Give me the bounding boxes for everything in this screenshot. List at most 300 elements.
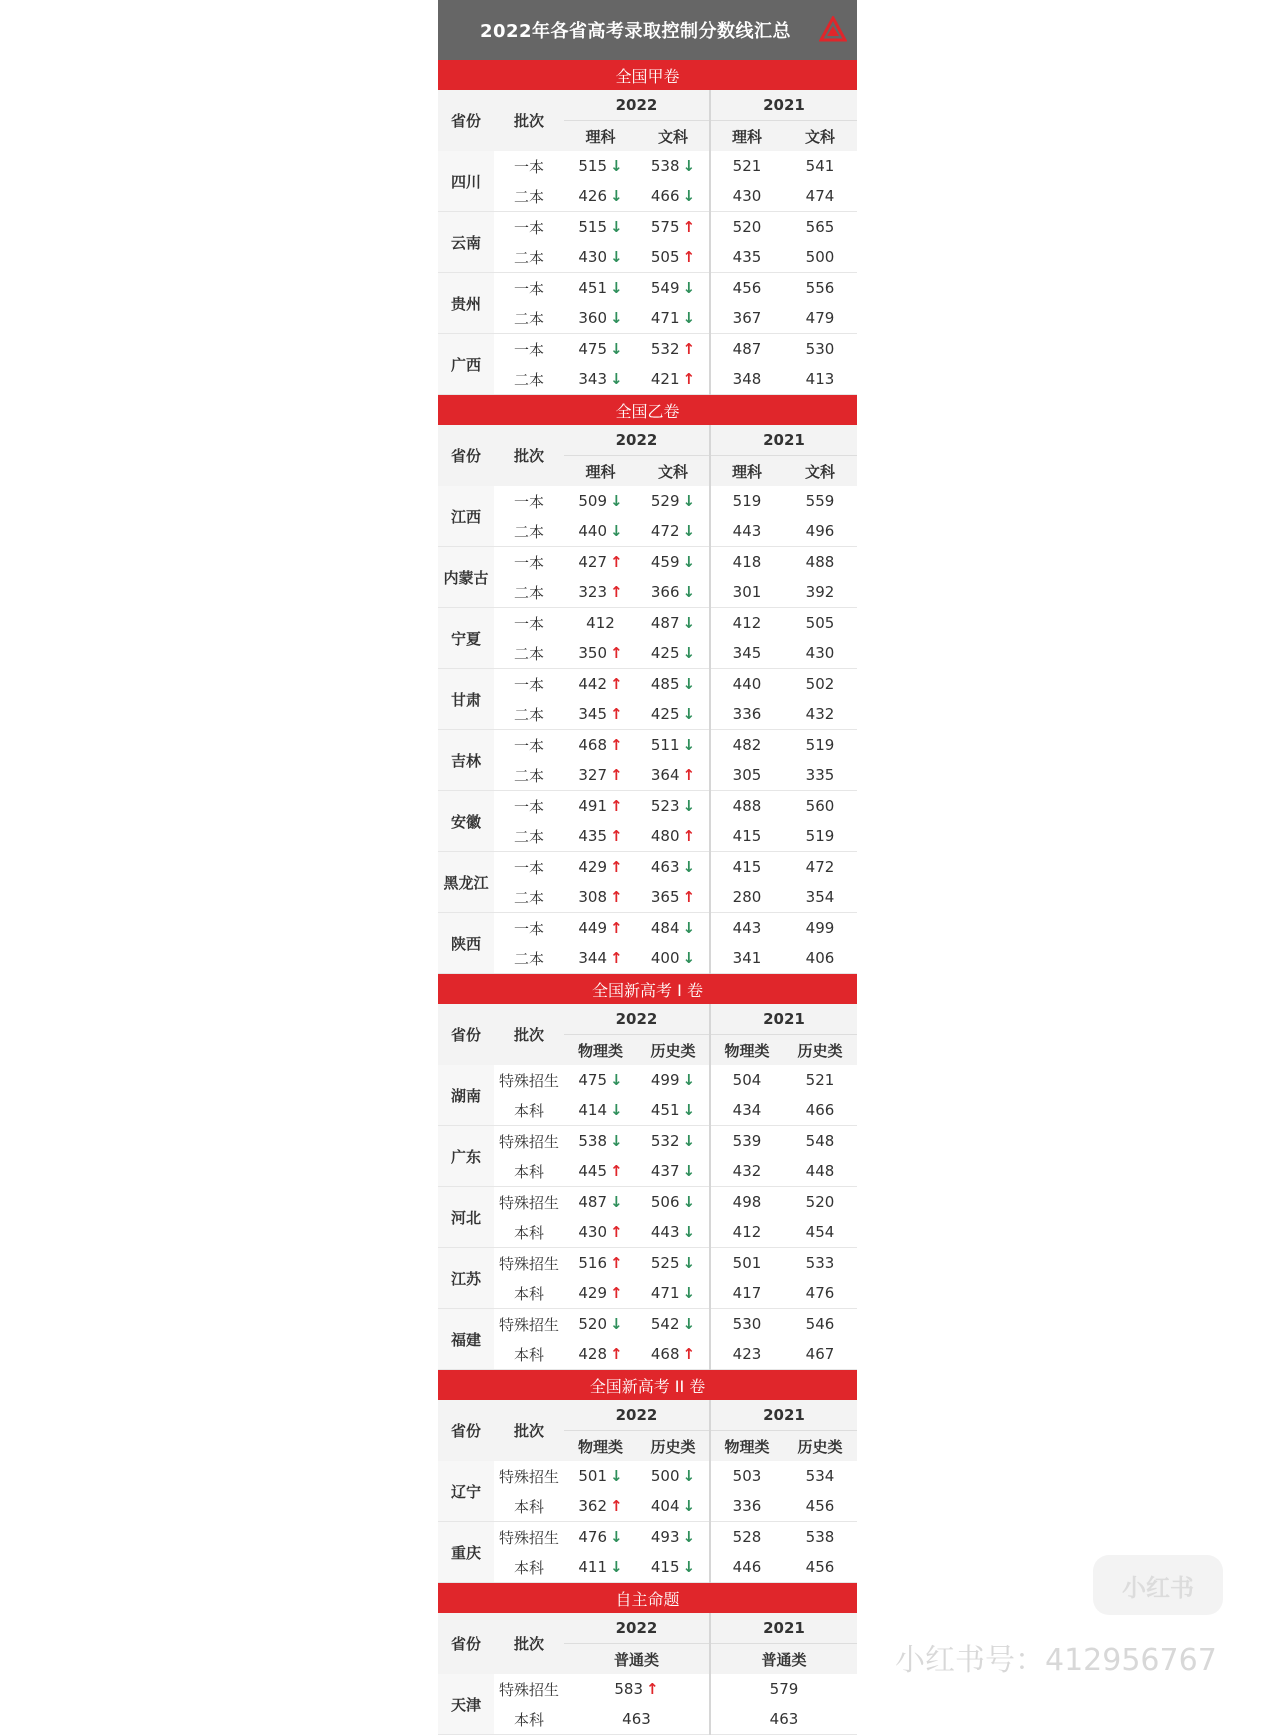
- score-value: 463: [622, 1710, 651, 1728]
- batch-label: 二本: [494, 364, 564, 395]
- header-province: 省份: [438, 1613, 494, 1674]
- batch-label: 一本: [513, 675, 544, 694]
- score-value: 466: [650, 187, 680, 205]
- header-subject: 普通类: [710, 1644, 857, 1675]
- batch-label: 本科: [494, 1217, 564, 1248]
- arrow-up-icon: ↑: [610, 827, 623, 845]
- score-2022: [564, 760, 637, 791]
- score-2021: 435: [710, 242, 783, 273]
- arrow-up-icon: ↑: [610, 583, 623, 601]
- section-header: 自主命题: [438, 1583, 857, 1613]
- header-subject: 历史类: [783, 1035, 857, 1066]
- arrow-up-icon: ↑: [682, 218, 696, 236]
- score-2022: [564, 151, 637, 181]
- score-2022: [564, 1217, 637, 1248]
- batch-label: 本科: [494, 1552, 564, 1583]
- arrow-up-icon: ↑: [682, 248, 696, 266]
- batch-label: 本科: [494, 1278, 564, 1309]
- batch-label: 一本: [513, 614, 544, 633]
- score-value: 468: [578, 736, 608, 754]
- score-2022: [564, 699, 637, 730]
- arrow-down-icon: ↓: [610, 370, 623, 388]
- score-value: 491: [578, 797, 608, 815]
- table-row: [438, 852, 857, 883]
- header-subject: 文科: [637, 456, 710, 487]
- province-name: 江西: [438, 486, 494, 547]
- arrow-up-icon: ↑: [682, 827, 696, 845]
- score-2022: [564, 242, 637, 273]
- header-batch: 批次: [494, 1004, 564, 1065]
- header-year-2021: 2021: [710, 1400, 857, 1431]
- score-2022: [564, 1248, 637, 1279]
- watermark-brand: 小红书: [1093, 1555, 1223, 1615]
- table-row: [438, 181, 857, 212]
- score-2021: 367: [710, 303, 783, 334]
- score-value: 459: [650, 553, 680, 571]
- score-2021: 503: [710, 1461, 783, 1491]
- score-value: 362: [578, 1497, 608, 1515]
- score-2022: [637, 913, 710, 944]
- table-row: [438, 151, 857, 181]
- score-2022: [637, 730, 710, 761]
- header-province: 省份: [438, 1004, 494, 1065]
- arrow-down-icon: ↓: [682, 309, 696, 327]
- score-2021: 498: [710, 1187, 783, 1218]
- score-2021: 496: [783, 516, 857, 547]
- batch-label: 本科: [494, 1339, 564, 1370]
- header-year-2022: 2022: [564, 425, 710, 456]
- arrow-down-icon: ↓: [682, 919, 696, 937]
- batch-label: 特殊招生: [498, 1132, 559, 1151]
- score-value: 429: [578, 858, 608, 876]
- score-2022: [637, 486, 710, 516]
- score-2021: 354: [783, 882, 857, 913]
- score-2022: [637, 1278, 710, 1309]
- score-2022: [637, 334, 710, 365]
- score-2021: 440: [710, 669, 783, 700]
- score-2022: [637, 151, 710, 181]
- score-2022: [564, 943, 637, 974]
- score-2021: 520: [710, 212, 783, 243]
- table-row: [438, 821, 857, 852]
- score-2022: [564, 1156, 637, 1187]
- arrow-down-icon: ↓: [610, 1558, 623, 1576]
- score-2022: [564, 791, 637, 822]
- score-2022: [564, 486, 637, 516]
- table-row: [438, 1126, 857, 1157]
- province-name: 吉林: [438, 730, 494, 791]
- score-value: 549: [650, 279, 680, 297]
- table-row: [438, 1704, 857, 1735]
- arrow-down-icon: ↓: [682, 949, 696, 967]
- arrow-down-icon: ↓: [610, 1101, 623, 1119]
- header-subject: 文科: [637, 121, 710, 152]
- score-2022: [637, 273, 710, 304]
- sections-container: [438, 60, 857, 1735]
- province-name: 江苏: [438, 1248, 494, 1309]
- arrow-down-icon: ↓: [682, 644, 696, 662]
- score-2022: [637, 1491, 710, 1522]
- batch-label: 二本: [494, 821, 564, 852]
- score-2022: [564, 608, 637, 639]
- score-value: 451: [650, 1101, 680, 1119]
- score-2022: [637, 242, 710, 273]
- header-year-2021: 2021: [710, 1613, 857, 1644]
- table-row: [438, 1461, 857, 1491]
- arrow-down-icon: ↓: [682, 1162, 696, 1180]
- province-name: 贵州: [438, 273, 494, 334]
- score-value: 501: [578, 1467, 608, 1485]
- table-row: [438, 943, 857, 974]
- province-name: 黑龙江: [438, 852, 494, 913]
- arrow-down-icon: ↓: [682, 614, 696, 632]
- score-value: 360: [578, 309, 608, 327]
- score-value: 500: [650, 1467, 680, 1485]
- score-value: 426: [578, 187, 608, 205]
- table-row: [438, 730, 857, 761]
- header-subject: 物理类: [710, 1431, 783, 1462]
- batch-label: 特殊招生: [498, 1315, 559, 1334]
- batch-label: 二本: [494, 516, 564, 547]
- table-row: [438, 212, 857, 243]
- header-year-2021: 2021: [710, 1004, 857, 1035]
- arrow-down-icon: ↓: [682, 492, 696, 510]
- header-batch: 批次: [494, 1613, 564, 1674]
- batch-label: 特殊招生: [498, 1680, 559, 1699]
- score-2021: 415: [710, 821, 783, 852]
- score-2021: 448: [783, 1156, 857, 1187]
- score-2021: 412: [710, 608, 783, 639]
- arrow-down-icon: ↓: [610, 309, 623, 327]
- header-subject: 物理类: [710, 1035, 783, 1066]
- batch-label: 特殊招生: [498, 1193, 559, 1212]
- score-value: 480: [650, 827, 680, 845]
- table-row: [438, 486, 857, 516]
- province-name: 四川: [438, 151, 494, 212]
- score-2021: 556: [805, 279, 835, 297]
- table-row: [438, 547, 857, 578]
- batch-label: 特殊招生: [498, 1528, 559, 1547]
- score-2021: 345: [710, 638, 783, 669]
- arrow-down-icon: ↓: [682, 1558, 696, 1576]
- score-2022: [564, 1461, 637, 1491]
- table-row: [438, 699, 857, 730]
- score-value: 345: [578, 705, 608, 723]
- score-table: [438, 1004, 857, 1370]
- arrow-down-icon: ↓: [682, 187, 696, 205]
- score-value: 440: [578, 522, 608, 540]
- section-header: 全国甲卷: [438, 60, 857, 90]
- score-2021: 406: [783, 943, 857, 974]
- score-value: 471: [650, 309, 680, 327]
- score-2022: [637, 364, 710, 395]
- score-2022: [564, 1704, 710, 1735]
- table-row: [438, 242, 857, 273]
- score-value: 404: [650, 1497, 680, 1515]
- score-2022: [637, 1339, 710, 1370]
- score-value: 487: [650, 614, 680, 632]
- score-2021: 456: [783, 1552, 857, 1583]
- header-year-2022: 2022: [564, 90, 710, 121]
- score-2022: [564, 821, 637, 852]
- section-header: 全国新高考 I 卷: [438, 974, 857, 1004]
- batch-label: 特殊招生: [498, 1071, 559, 1090]
- score-value: 516: [578, 1254, 608, 1272]
- table-row: [438, 913, 857, 944]
- arrow-down-icon: ↓: [682, 675, 696, 693]
- score-value: 421: [650, 370, 680, 388]
- score-2022: [564, 547, 637, 578]
- table-row: [438, 1522, 857, 1553]
- header-subject: 理科: [564, 456, 637, 487]
- header-province: 省份: [438, 1400, 494, 1461]
- score-2021: 528: [710, 1522, 783, 1553]
- score-value: 427: [578, 553, 608, 571]
- score-value: 538: [578, 1132, 608, 1150]
- arrow-down-icon: ↓: [610, 218, 623, 236]
- arrow-down-icon: ↓: [610, 1528, 623, 1546]
- score-2021: 412: [710, 1217, 783, 1248]
- score-value: 476: [578, 1528, 608, 1546]
- score-2022: [564, 913, 637, 944]
- table-row: [438, 1248, 857, 1279]
- arrow-up-icon: ↑: [610, 1497, 623, 1515]
- table-row: [438, 1156, 857, 1187]
- arrow-down-icon: ↓: [682, 797, 696, 815]
- score-value: 542: [650, 1315, 680, 1333]
- header-subject: 理科: [710, 456, 783, 487]
- score-2022: [637, 669, 710, 700]
- score-value: 515: [578, 218, 608, 236]
- score-value: 525: [650, 1254, 680, 1272]
- score-2022: [637, 608, 710, 639]
- header-batch: 批次: [494, 425, 564, 486]
- score-value: 575: [650, 218, 680, 236]
- batch-label: 二本: [494, 699, 564, 730]
- score-2021: 500: [783, 242, 857, 273]
- score-table: [438, 90, 857, 395]
- batch-label: 本科: [494, 1095, 564, 1126]
- score-value: 437: [650, 1162, 680, 1180]
- section-header: 全国乙卷: [438, 395, 857, 425]
- score-value: 583: [614, 1680, 644, 1698]
- score-2021: 565: [805, 218, 835, 236]
- arrow-down-icon: ↓: [682, 1254, 696, 1272]
- table-row: [438, 882, 857, 913]
- score-value: 430: [578, 1223, 608, 1241]
- score-2021: 504: [710, 1065, 783, 1095]
- score-2021: 443: [710, 516, 783, 547]
- header-subject: 历史类: [783, 1431, 857, 1462]
- header-subject: 理科: [564, 121, 637, 152]
- province-name: 内蒙古: [438, 547, 494, 608]
- score-value: 475: [578, 1071, 608, 1089]
- header-province: 省份: [438, 425, 494, 486]
- table-row: [438, 760, 857, 791]
- arrow-down-icon: ↓: [610, 1315, 623, 1333]
- arrow-up-icon: ↑: [682, 370, 696, 388]
- arrow-down-icon: ↓: [682, 1223, 696, 1241]
- table-row: [438, 577, 857, 608]
- batch-label: 二本: [494, 882, 564, 913]
- batch-label: 一本: [513, 218, 544, 237]
- triangle-logo-icon: [819, 16, 847, 42]
- score-2022: [637, 1187, 710, 1218]
- arrow-down-icon: ↓: [610, 248, 623, 266]
- table-row: [438, 608, 857, 639]
- header-subject: 理科: [710, 121, 783, 152]
- score-2021: 579: [710, 1674, 857, 1704]
- score-value: 442: [578, 675, 608, 693]
- arrow-down-icon: ↓: [610, 157, 623, 175]
- score-2022: [564, 212, 637, 243]
- score-value: 511: [650, 736, 680, 754]
- score-value: 428: [578, 1345, 608, 1363]
- score-2022: [564, 1187, 637, 1218]
- score-2021: 548: [805, 1132, 835, 1150]
- score-value: 532: [650, 340, 680, 358]
- score-2021: 530: [805, 340, 835, 358]
- score-2021: 501: [710, 1248, 783, 1279]
- score-value: 327: [578, 766, 608, 784]
- arrow-up-icon: ↑: [610, 888, 623, 906]
- table-row: [438, 303, 857, 334]
- score-2022: [637, 212, 710, 243]
- score-2022: [564, 852, 637, 883]
- table-row: [438, 516, 857, 547]
- header-batch: 批次: [494, 90, 564, 151]
- arrow-down-icon: ↓: [682, 736, 696, 754]
- header-year-2021: 2021: [710, 425, 857, 456]
- province-name: 云南: [438, 212, 494, 273]
- score-2021: 499: [805, 919, 835, 937]
- score-2022: [637, 1156, 710, 1187]
- score-2021: 488: [710, 791, 783, 822]
- score-value: 445: [578, 1162, 608, 1180]
- score-2021: 521: [710, 151, 783, 181]
- arrow-up-icon: ↑: [610, 1284, 623, 1302]
- score-value: 365: [650, 888, 680, 906]
- arrow-down-icon: ↓: [682, 583, 696, 601]
- arrow-up-icon: ↑: [646, 1680, 659, 1698]
- score-value: 468: [650, 1345, 680, 1363]
- score-2022: [564, 638, 637, 669]
- header-year-2022: 2022: [564, 1613, 710, 1644]
- arrow-up-icon: ↑: [610, 1162, 623, 1180]
- score-value: 520: [578, 1315, 608, 1333]
- score-2021: 530: [710, 1309, 783, 1340]
- score-value: 493: [650, 1528, 680, 1546]
- batch-label: 二本: [494, 242, 564, 273]
- score-table: [438, 1400, 857, 1583]
- score-2022: [637, 882, 710, 913]
- score-2021: 348: [710, 364, 783, 395]
- score-2021: 446: [710, 1552, 783, 1583]
- score-value: 449: [578, 919, 608, 937]
- arrow-down-icon: ↓: [682, 858, 696, 876]
- score-2022: [637, 821, 710, 852]
- score-2022: [564, 516, 637, 547]
- score-2021: 538: [805, 1528, 835, 1546]
- arrow-down-icon: ↓: [610, 492, 623, 510]
- score-2021: 336: [710, 1491, 783, 1522]
- table-row: [438, 1278, 857, 1309]
- header-batch: 批次: [494, 1400, 564, 1461]
- province-name: 陕西: [438, 913, 494, 974]
- score-value: 506: [650, 1193, 680, 1211]
- arrow-up-icon: ↑: [610, 797, 623, 815]
- score-2022: [564, 334, 637, 365]
- arrow-down-icon: ↓: [682, 1467, 696, 1485]
- score-value: 471: [650, 1284, 680, 1302]
- score-2021: 534: [805, 1467, 835, 1485]
- table-row: [438, 334, 857, 365]
- score-2022: [564, 730, 637, 761]
- score-value: 475: [578, 340, 608, 358]
- score-document: [438, 0, 857, 1735]
- batch-label: 二本: [494, 181, 564, 212]
- table-row: [438, 1309, 857, 1340]
- table-row: [438, 638, 857, 669]
- score-2021: 432: [783, 699, 857, 730]
- arrow-down-icon: ↓: [610, 1467, 623, 1485]
- batch-label: 特殊招生: [498, 1467, 559, 1486]
- batch-label: 一本: [513, 492, 544, 511]
- batch-label: 一本: [513, 797, 544, 816]
- header-subject: 文科: [783, 456, 857, 487]
- score-2022: [637, 1217, 710, 1248]
- arrow-up-icon: ↑: [610, 1254, 623, 1272]
- arrow-up-icon: ↑: [610, 644, 623, 662]
- score-value: 463: [650, 858, 680, 876]
- score-value: 529: [650, 492, 680, 510]
- batch-label: 特殊招生: [498, 1254, 559, 1273]
- watermark-account: 小红书号：412956767: [895, 1643, 1217, 1678]
- table-row: [438, 364, 857, 395]
- score-value: 505: [650, 248, 680, 266]
- score-2021: 488: [805, 553, 835, 571]
- province-name: 广西: [438, 334, 494, 395]
- table-row: [438, 1339, 857, 1370]
- score-value: 323: [578, 583, 608, 601]
- score-2022: [564, 1309, 637, 1340]
- arrow-down-icon: ↓: [610, 522, 623, 540]
- score-2022: [564, 1278, 637, 1309]
- header-subject: 物理类: [564, 1035, 637, 1066]
- score-2022: [564, 1126, 637, 1157]
- batch-label: 一本: [513, 919, 544, 938]
- province-name: 宁夏: [438, 608, 494, 669]
- province-name: 辽宁: [438, 1461, 494, 1522]
- province-name: 安徽: [438, 791, 494, 852]
- score-2021: 336: [710, 699, 783, 730]
- score-2022: [637, 791, 710, 822]
- score-2022: [637, 516, 710, 547]
- batch-label: 一本: [513, 736, 544, 755]
- score-value: 523: [650, 797, 680, 815]
- header-year-2021: 2021: [710, 90, 857, 121]
- score-2022: [637, 1552, 710, 1583]
- score-2021: 423: [710, 1339, 783, 1370]
- score-2022: [564, 1095, 637, 1126]
- batch-label: 一本: [513, 858, 544, 877]
- score-2022: [637, 303, 710, 334]
- table-row: [438, 1187, 857, 1218]
- score-value: 412: [586, 614, 615, 632]
- batch-label: 一本: [513, 279, 544, 298]
- score-2021: 456: [710, 273, 783, 304]
- arrow-down-icon: ↓: [682, 1071, 696, 1089]
